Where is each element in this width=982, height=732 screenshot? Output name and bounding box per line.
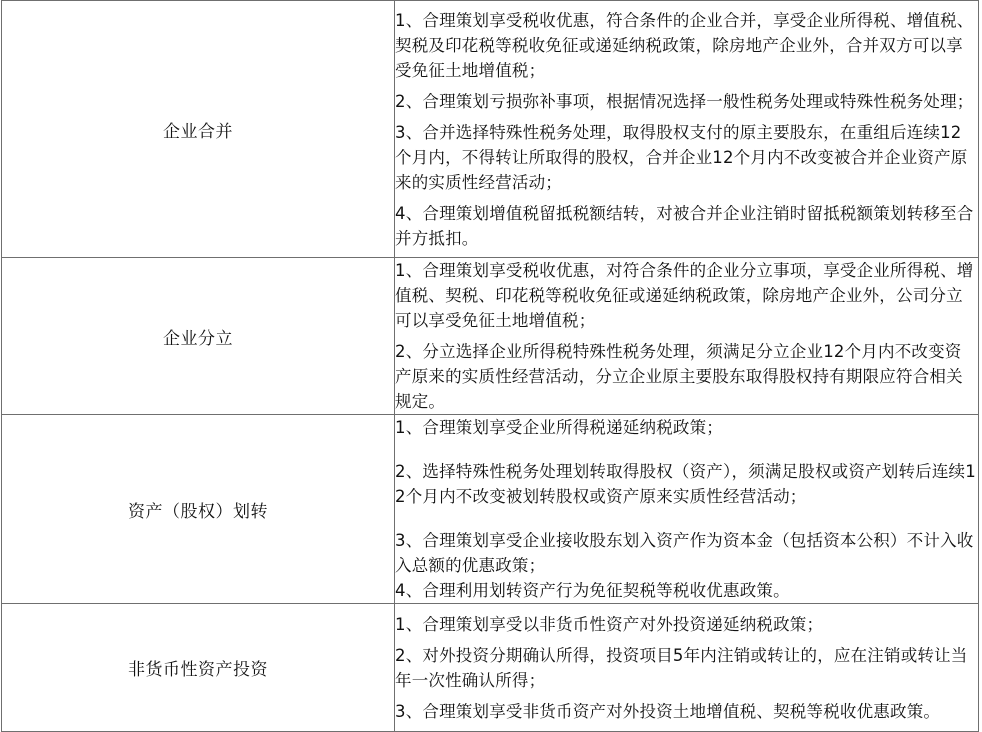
policy-item: 4、合理利用划转资产行为免征契税等税收优惠政策。	[395, 581, 790, 600]
table-row-non-monetary-investment	[2, 604, 979, 732]
table-row-asset-transfer	[2, 415, 979, 604]
policy-item: 2、对外投资分期确认所得，投资项目5年内注销或转让的，应在注销或转让当年一次性确认所得；	[395, 645, 968, 690]
table-row-split	[2, 258, 979, 415]
content-cell-asset-transfer	[395, 415, 979, 604]
policy-item: 4、合理策划增值税留抵税额结转，对被合并企业注销时留抵税额策划转移至合并方抵扣。	[395, 203, 974, 248]
policy-item: 3、合并选择特殊性税务处理，取得股权支付的原主要股东，在重组后连续12个月内，不得转让所取得的股权，合并企业12个月内不改变被合并企业资产原来的实质性经营活动；	[395, 122, 968, 192]
content-cell-merger	[395, 1, 979, 258]
policy-item: 3、合理策划享受企业接收股东划入资产作为资本金（包括资本公积）不计入收入总额的优惠政策；	[395, 531, 974, 575]
table-row-merger	[2, 1, 979, 258]
category-cell-split: 企业分立	[2, 258, 395, 415]
content-cell-split	[395, 258, 979, 415]
category-cell-asset-transfer: 资产（股权）划转	[2, 415, 395, 604]
policy-item: 2、选择特殊性税务处理划转取得股权（资产），须满足股权或资产划转后连续12个月内不改变被划转股权或资产原来实质性经营活动；	[395, 462, 976, 506]
policy-item: 1、合理策划享受税收优惠，对符合条件的企业分立事项，享受企业所得税、增值税、契税、印花税等税收免征或递延纳税政策，除房地产企业外，公司分立可以享受免征土地增值税；	[395, 261, 974, 330]
category-cell-non-monetary-investment: 非货币性资产投资	[2, 604, 395, 732]
policy-item: 1、合理策划享受以非货币性资产对外投资递延纳税政策；	[395, 614, 824, 634]
tax-policy-table	[1, 0, 979, 732]
content-cell-non-monetary-investment	[395, 604, 979, 732]
policy-item: 3、合理策划享受非货币资产对外投资土地增值税、契税等税收优惠政策。	[395, 701, 941, 721]
policy-item: 2、合理策划亏损弥补事项，根据情况选择一般性税务处理或特殊性税务处理；	[395, 91, 974, 111]
category-cell-merger: 企业合并	[2, 1, 395, 258]
policy-item: 2、分立选择企业所得税特殊性税务处理，须满足分立企业12个月内不改变资产原来的实质性经营活动，分立企业原主要股东取得股权持有期限应符合相关规定。	[395, 342, 963, 411]
policy-item: 1、合理策划享受税收优惠，符合条件的企业合并，享受企业所得税、增值税、契税及印花税等税收免征或递延纳税政策，除房地产企业外，合并双方可以享受免征土地增值税；	[395, 10, 974, 80]
policy-item: 1、合理策划享受企业所得税递延纳税政策；	[395, 418, 723, 437]
